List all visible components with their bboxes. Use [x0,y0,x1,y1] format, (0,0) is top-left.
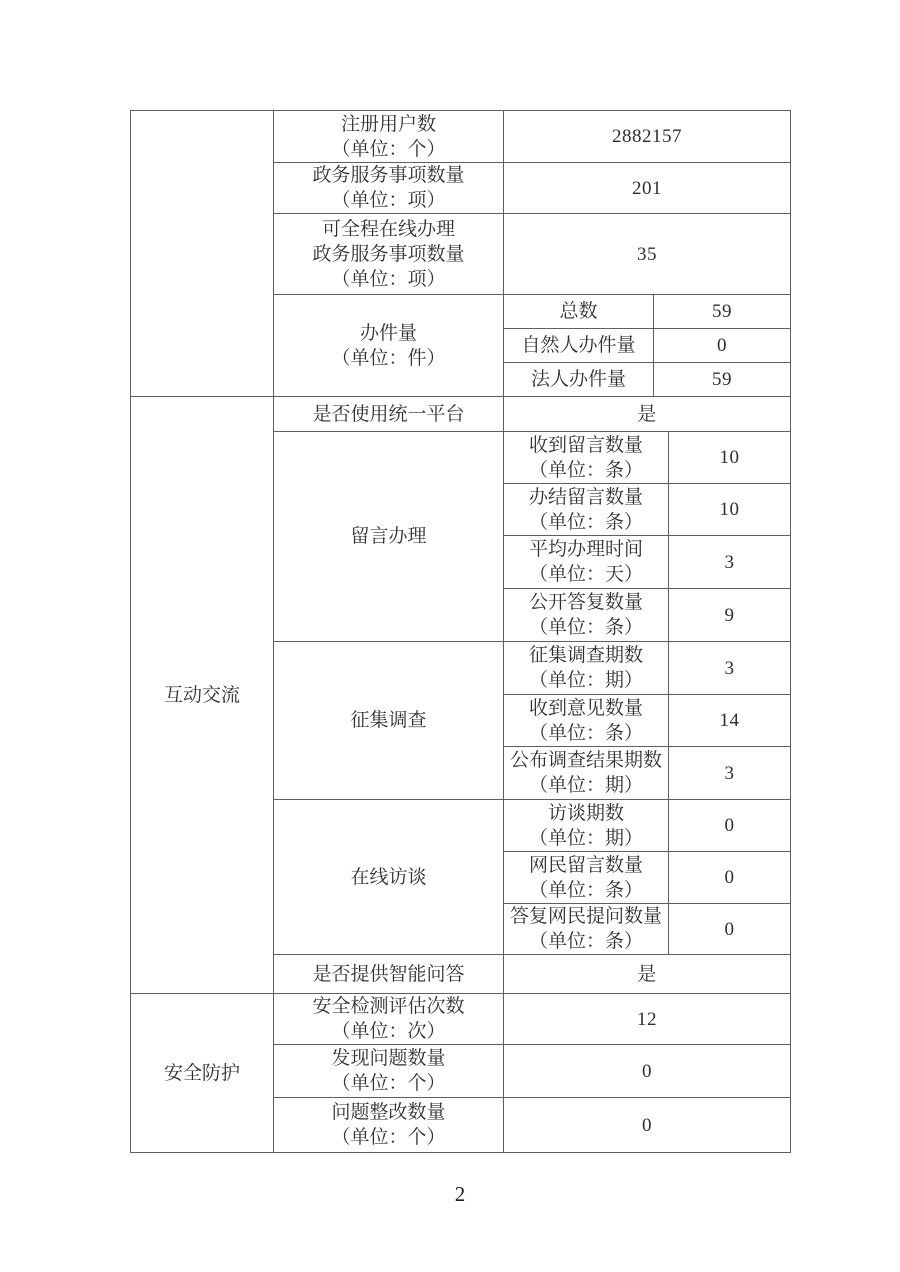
sub-metric-value: 3 [669,536,791,589]
sub-metric-value: 59 [654,363,791,397]
metric-label: 办件量 （单位：件） [274,295,504,397]
metric-label: 在线访谈 [274,800,504,955]
sub-metric-label: 网民留言数量 （单位：条） [504,852,669,904]
metric-label: 是否提供智能问答 [274,955,504,994]
metric-label: 留言办理 [274,432,504,642]
sub-metric-value: 59 [654,295,791,329]
sub-metric-value: 0 [669,852,791,904]
sub-metric-label: 法人办件量 [504,363,654,397]
metric-value: 是 [504,397,791,432]
sub-metric-label: 征集调查期数 （单位：期） [504,642,669,695]
group-cell-interaction: 互动交流 [131,397,274,994]
metric-label: 注册用户数 （单位：个） [274,111,504,163]
sub-metric-value: 9 [669,589,791,642]
report-table [130,110,791,1153]
metric-label: 征集调查 [274,642,504,800]
sub-metric-label: 访谈期数 （单位：期） [504,800,669,852]
sub-metric-label: 总数 [504,295,654,329]
sub-metric-label: 平均办理时间 （单位：天） [504,536,669,589]
sub-metric-value: 10 [669,484,791,536]
group-cell-empty [131,111,274,397]
metric-label: 政务服务事项数量 （单位：项） [274,163,504,214]
sub-metric-label: 收到留言数量 （单位：条） [504,432,669,484]
metric-value: 201 [504,163,791,214]
metric-label: 安全检测评估次数 （单位：次） [274,994,504,1045]
sub-metric-value: 14 [669,695,791,747]
sub-metric-label: 公布调查结果期数 （单位：期） [504,747,669,800]
metric-value: 12 [504,994,791,1045]
group-cell-security: 安全防护 [131,994,274,1153]
sub-metric-label: 办结留言数量 （单位：条） [504,484,669,536]
sub-metric-value: 0 [669,904,791,955]
sub-metric-label: 答复网民提问数量 （单位：条） [504,904,669,955]
metric-value: 0 [504,1045,791,1098]
metric-label: 可全程在线办理 政务服务事项数量 （单位：项） [274,214,504,295]
metric-value: 0 [504,1098,791,1153]
sub-metric-value: 3 [669,747,791,800]
metric-value: 2882157 [504,111,791,163]
sub-metric-value: 3 [669,642,791,695]
sub-metric-value: 10 [669,432,791,484]
sub-metric-value: 0 [654,329,791,363]
sub-metric-label: 自然人办件量 [504,329,654,363]
sub-metric-value: 0 [669,800,791,852]
metric-label: 发现问题数量 （单位：个） [274,1045,504,1098]
sub-metric-label: 收到意见数量 （单位：条） [504,695,669,747]
metric-label: 问题整改数量 （单位：个） [274,1098,504,1153]
metric-value: 是 [504,955,791,994]
sub-metric-label: 公开答复数量 （单位：条） [504,589,669,642]
metric-label: 是否使用统一平台 [274,397,504,432]
metric-value: 35 [504,214,791,295]
page-number: 2 [454,1182,466,1206]
